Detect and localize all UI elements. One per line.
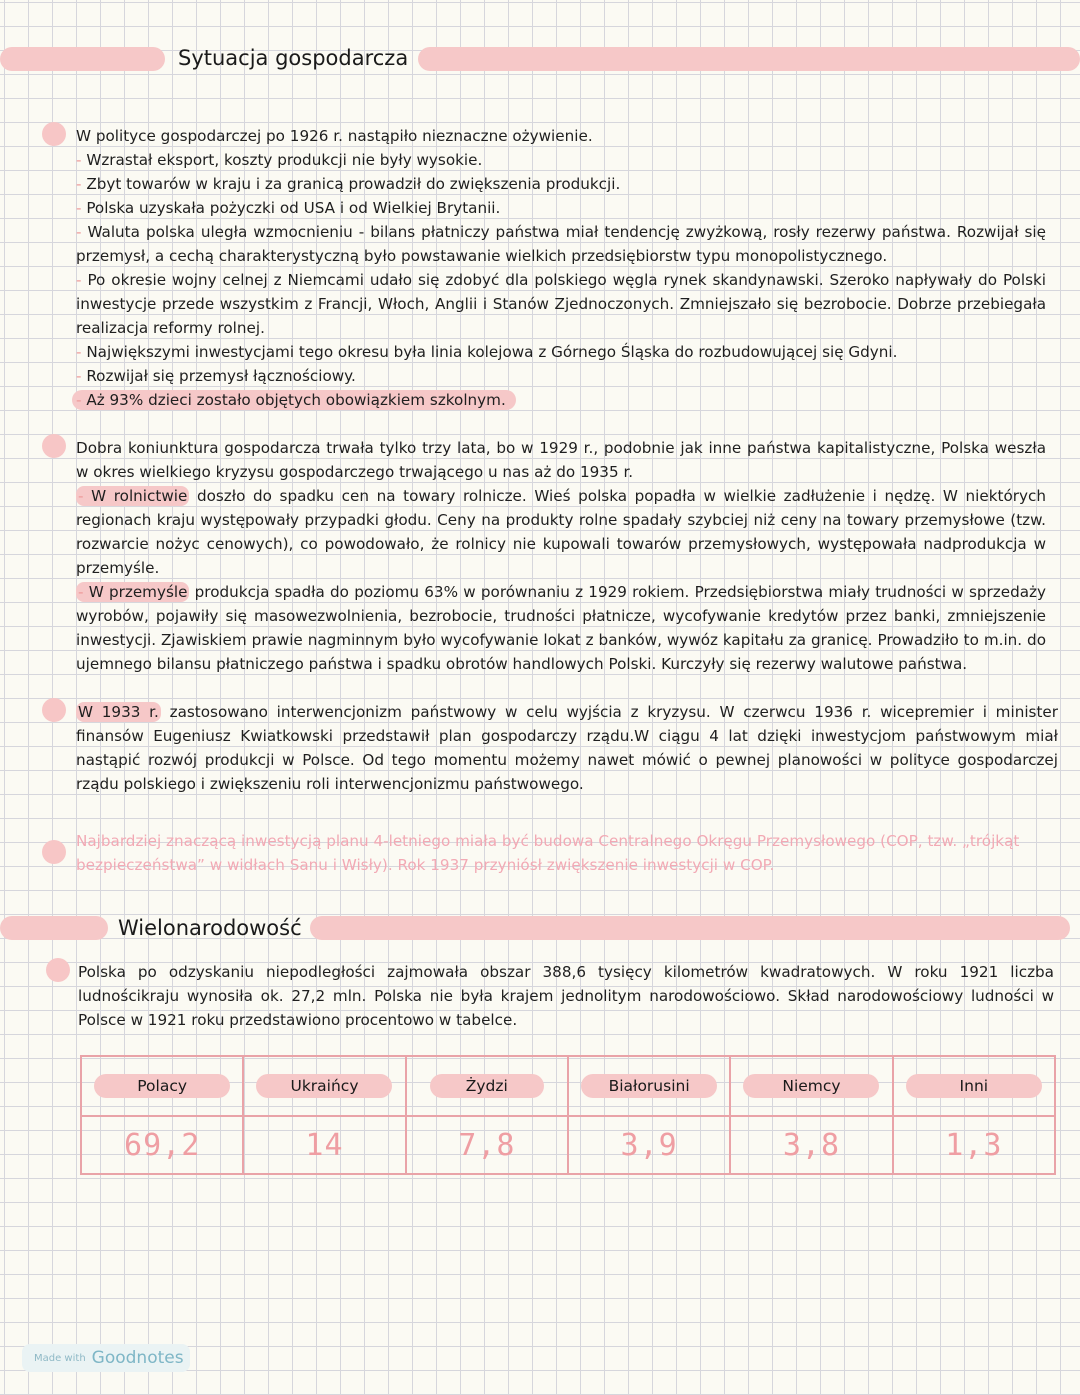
list-item: - Polska uzyskała pożyczki od USA i od Wielkiej Brytanii. xyxy=(76,199,501,217)
made-with-label: Made with xyxy=(34,1352,86,1364)
bullet-dot xyxy=(46,958,70,982)
paragraph-population: Polska po odzyskaniu niepodległości zajmowała obszar 388,6 tysięcy kilometrów kwadratowych. W roku 1921 liczba ludnościkraju wynosiła ok. 27,2 mln. Polska nie była krajem jednolitym narodowościowo. Skład narodowościowy ludności w Polsce w 1921 roku przedstawiono procentowo w tabelce. xyxy=(78,963,1054,1029)
bullet-dot xyxy=(42,698,66,722)
table-header-cell: Żydzi xyxy=(406,1056,568,1116)
table-cell: 14 xyxy=(243,1116,405,1174)
table-header-cell: Polacy xyxy=(81,1056,243,1116)
heading-bar-left xyxy=(0,47,165,71)
section-title-multinational: Wielonarodowość xyxy=(118,916,302,940)
section-title-economy: Sytuacja gospodarcza xyxy=(178,46,409,70)
list-item-agriculture: - W rolnictwie doszło do spadku cen na towary rolnicze. Wieś polska popadła w wielkie zadłużenie i nędzę. W niektórych regionach kraju występowały przypadki głodu. Ceny na produkty rolne spadały szybciej niż ceny na towary przemysłowe (tzw. rozwarcie nożyc cenowych), co powodowało, że rolnicy nie kupowali towarów przemysłowych, występowała nadprodukcja w przemyśle. xyxy=(76,487,1046,577)
bullet-dot xyxy=(42,434,66,458)
list-item-highlighted: - Aż 93% dzieci zostało objętych obowiązkiem szkolnym. xyxy=(76,388,1046,412)
table-header-cell: Niemcy xyxy=(730,1056,892,1116)
table-cell: 1,3 xyxy=(893,1116,1055,1174)
heading-bar-left xyxy=(0,916,108,940)
table-cell: 69,2 xyxy=(81,1116,243,1174)
nationality-table xyxy=(80,1055,1056,1175)
list-item: - Wzrastał eksport, koszty produkcji nie były wysokie. xyxy=(76,151,483,169)
bullet-dot xyxy=(42,840,66,864)
heading-bar-right xyxy=(418,47,1080,71)
paragraph-cop-note: Najbardziej znaczącą inwestycją planu 4-letniego miała być budowa Centralnego Okręgu Przemysłowego (COP, tzw. „trójkąt bezpieczeństwa” w widłach Sanu i Wisły). Rok 1937 przyniósł zwiększenie inwestycji w COP. xyxy=(76,832,1020,874)
table-header-cell: Inni xyxy=(893,1056,1055,1116)
table-cell: 3,9 xyxy=(568,1116,730,1174)
economy-recovery-block xyxy=(76,124,1046,412)
table-cell: 7,8 xyxy=(406,1116,568,1174)
crisis-block xyxy=(76,436,1046,676)
list-item: - Po okresie wojny celnej z Niemcami udało się zdobyć dla polskiego węgla rynek skandynawski. Szeroko napływały do Polski inwestycje przede wszystkim z Francji, Włoch, Anglii i Stanów Zjednoczonych. Zmniejszało się bezrobocie. Dobrze przebiegała realizacja reformy rolnej. xyxy=(76,271,1046,337)
intervention-block xyxy=(76,700,1058,796)
bullet-dot xyxy=(42,122,66,146)
list-item: - Zbyt towarów w kraju i za granicą prowadził do zwiększenia produkcji. xyxy=(76,175,621,193)
list-item: - Największymi inwestycjami tego okresu była linia kolejowa z Górnego Śląska do rozbudowującej się Gdyni. xyxy=(76,343,898,361)
goodnotes-badge xyxy=(22,1344,190,1372)
cop-note-block xyxy=(76,829,1036,877)
population-block xyxy=(78,960,1054,1032)
heading-bar-right xyxy=(310,916,1070,940)
table-row xyxy=(81,1116,1055,1174)
list-item-industry: - W przemyśle produkcja spadła do poziomu 63% w porównaniu z 1929 rokiem. Przedsiębiorstwa miały trudności w sprzedaży wyrobów, pojawiły się masowezwolnienia, bezrobocie, trudności płatnicze, wycofywanie kredytów przez banki, zmniejszenie inwestycji. Zjawiskiem prawie nagminnym było wycofywanie lokat z banków, wywóz kapitału za granicę. Prowadziło to m.in. do ujemnego bilansu płatniczego państwa i spadku obrotów handlowych Polski. Kurczyły się rezerwy walutowe państwa. xyxy=(76,583,1046,673)
paragraph-intro: W polityce gospodarczej po 1926 r. nastąpiło nieznaczne ożywienie. xyxy=(76,127,593,145)
list-item: - Waluta polska uległa wzmocnieniu - bilans płatniczy państwa miał tendencję zwyżkową, rosły rezerwy państwa. Rozwijał się przemysł, a cechą charakterystyczną było powstawanie wielkich przedsiębiorstw typu monopolistycznego. xyxy=(76,223,1046,265)
table-header-row xyxy=(81,1056,1055,1116)
paragraph-intervention: W 1933 r. zastosowano interwencjonizm państwowy w celu wyjścia z kryzysu. W czerwcu 1936 r. wicepremier i minister finansów Eugeniusz Kwiatkowski przedstawił plan gospodarczy rządu.W ciągu 4 lat dzięki inwestycjom państwowym miał nastąpić rozwój produkcji w Polsce. Od tego momentu możemy nawet mówić o pewnej planowości w polityce gospodarczej rządu polskiego i zwiększeniu roli interwencjonizmu państwowego. xyxy=(76,703,1058,793)
paragraph-crisis-intro: Dobra koniunktura gospodarcza trwała tylko trzy lata, bo w 1929 r., podobnie jak inne państwa kapitalistyczne, Polska weszła w okres wielkiego kryzysu gospodarczego trwającego u nas aż do 1935 r. xyxy=(76,439,1046,481)
table-cell: 3,8 xyxy=(730,1116,892,1174)
table-header-cell: Ukraińcy xyxy=(243,1056,405,1116)
goodnotes-logo-text: Goodnotes xyxy=(91,1348,184,1368)
list-item: - Rozwijał się przemysł łącznościowy. xyxy=(76,367,356,385)
table-header-cell: Białorusini xyxy=(568,1056,730,1116)
